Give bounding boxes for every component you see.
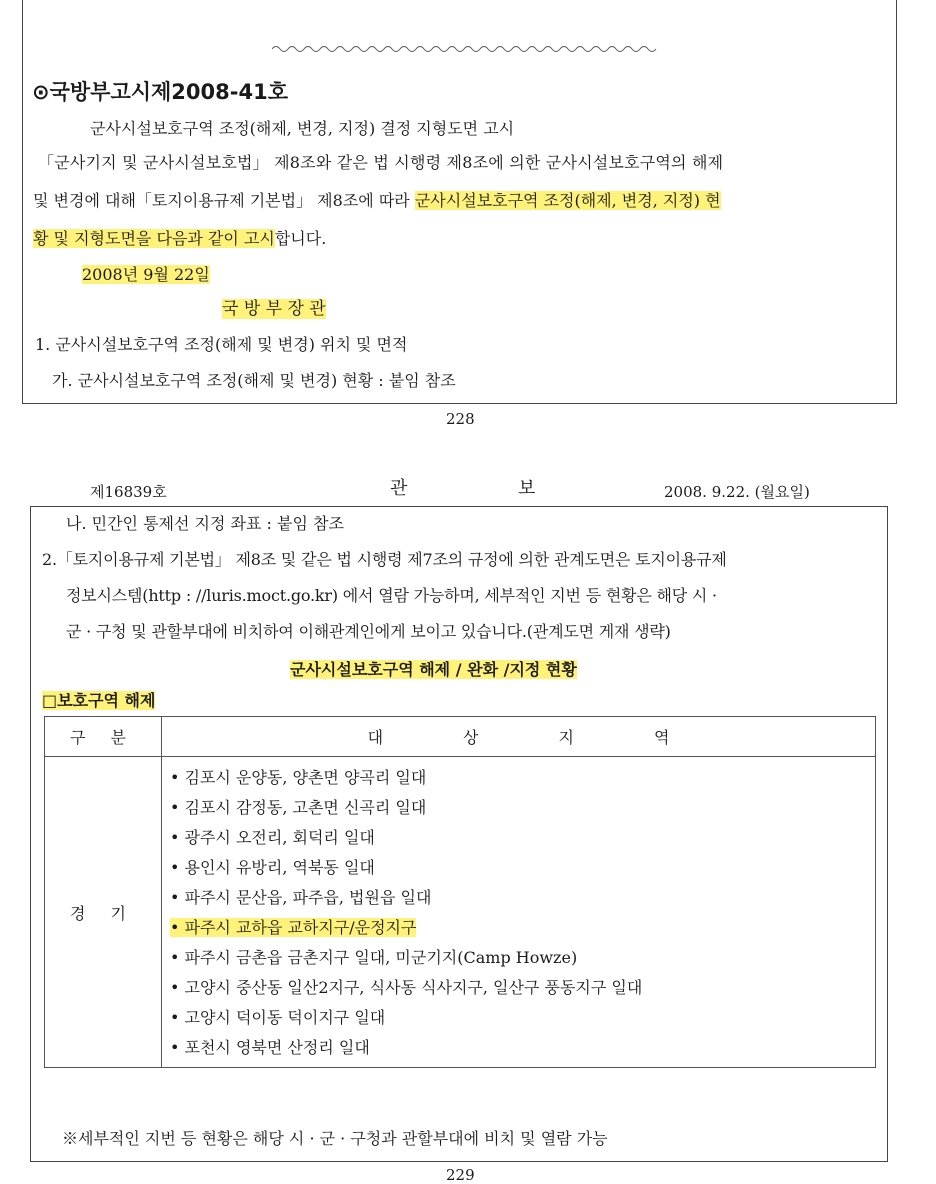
area-item: • 포천시 영북면 산정리 일대 (170, 1038, 370, 1057)
page-number-228: 228 (446, 410, 475, 428)
release-area-table (44, 716, 876, 1068)
area-item: • 파주시 금촌읍 금촌지구 일대, 미군기지(Camp Howze) (170, 948, 578, 967)
item-2-line-2: 정보시스템(http : //luris.moct.go.kr) 에서 열람 가능하며, 세부적인 지번 등 현황은 해당 시 · (66, 586, 717, 605)
item-1-ga: 가. 군사시설보호구역 조정(해제 및 변경) 현황 : 붙임 참조 (52, 371, 456, 390)
notice-paragraph-line-2 (33, 190, 721, 212)
notice-date (82, 264, 210, 286)
header-char: 지 (558, 728, 574, 747)
area-item: • 파주시 문산읍, 파주읍, 법원읍 일대 (170, 888, 432, 907)
item-2-line-1: 2.「토지이용규제 기본법」 제8조 및 같은 법 시행령 제7조의 규정에 의한 관계도면은 토지이용규제 (42, 550, 727, 569)
gazette-header-title-2: 보 (518, 478, 536, 499)
notice-signer (222, 298, 326, 320)
table-header-row (45, 717, 876, 757)
area-item: • 고양시 덕이동 덕이지구 일대 (170, 1008, 386, 1027)
highlighted-date: 2008년 9월 22일 (82, 265, 210, 284)
item-1: 1. 군사시설보호구역 조정(해제 및 변경) 위치 및 면적 (35, 335, 408, 354)
header-category: 구 분 (45, 717, 162, 757)
area-item: • 고양시 중산동 일산2지구, 식사동 식사지구, 일산구 풍동지구 일대 (170, 978, 643, 997)
table-title (290, 659, 577, 681)
notice-title: ⊙국방부고시제2008-41호 (32, 80, 288, 104)
region-gyeonggi: 경 기 (45, 757, 162, 1068)
area-item-highlighted (162, 913, 875, 943)
area-item: • 용인시 유방리, 역북동 일대 (170, 858, 375, 877)
notice-paragraph-line-1: 「군사기지 및 군사시설보호법」 제8조와 같은 법 시행령 제8조에 의한 군사시설보호구역의 해제 (38, 153, 724, 172)
paragraph-line-3-text: 합니다. (274, 229, 327, 248)
wavy-divider (272, 44, 662, 54)
notice-subtitle: 군사시설보호구역 조정(해제, 변경, 지정) 결정 지형도면 고시 (90, 119, 515, 138)
header-char: 역 (653, 728, 670, 747)
header-char: 대 (367, 728, 384, 747)
item-na: 나. 민간인 통제선 지정 좌표 : 붙임 참조 (66, 514, 344, 533)
highlighted-text: 황 및 지형도면을 다음과 같이 고시 (33, 229, 275, 248)
footnote: ※세부적인 지번 등 현황은 해당 시 · 군 · 구청과 관할부대에 비치 및 열람 가능 (62, 1129, 608, 1148)
gazette-header-title-1: 관 (390, 478, 408, 499)
area-item: • 김포시 감정동, 고촌면 신곡리 일대 (170, 798, 427, 817)
highlighted-signer: 국 방 부 장 관 (222, 299, 326, 319)
area-item: • 김포시 운양동, 양촌면 양곡리 일대 (170, 768, 427, 787)
highlighted-section-label: □보호구역 해제 (42, 691, 156, 710)
table-row (45, 757, 876, 1068)
highlighted-table-title: 군사시설보호구역 해제 / 완화 /지정 현황 (290, 660, 577, 679)
area-list (162, 757, 876, 1068)
gazette-date: 2008. 9.22. (월요일) (664, 483, 810, 501)
highlighted-text: 군사시설보호구역 조정(해제, 변경, 지정) 현 (414, 191, 721, 210)
page-number-229: 229 (446, 1166, 475, 1184)
section-label (42, 690, 155, 712)
paragraph-line-2-text: 및 변경에 대해「토지이용규제 기본법」 제8조에 따라 (33, 191, 415, 210)
header-char: 상 (463, 728, 479, 747)
notice-paragraph-line-3 (33, 228, 326, 250)
gazette-issue-number: 제16839호 (90, 483, 167, 501)
header-target-area (162, 717, 876, 757)
item-2-line-3: 군 · 구청 및 관할부대에 비치하여 이해관계인에게 보이고 있습니다.(관계도면 게재 생략) (66, 622, 671, 641)
highlighted-area: • 파주시 교하읍 교하지구/운정지구 (170, 918, 417, 937)
area-item: • 광주시 오전리, 회덕리 일대 (170, 828, 375, 847)
